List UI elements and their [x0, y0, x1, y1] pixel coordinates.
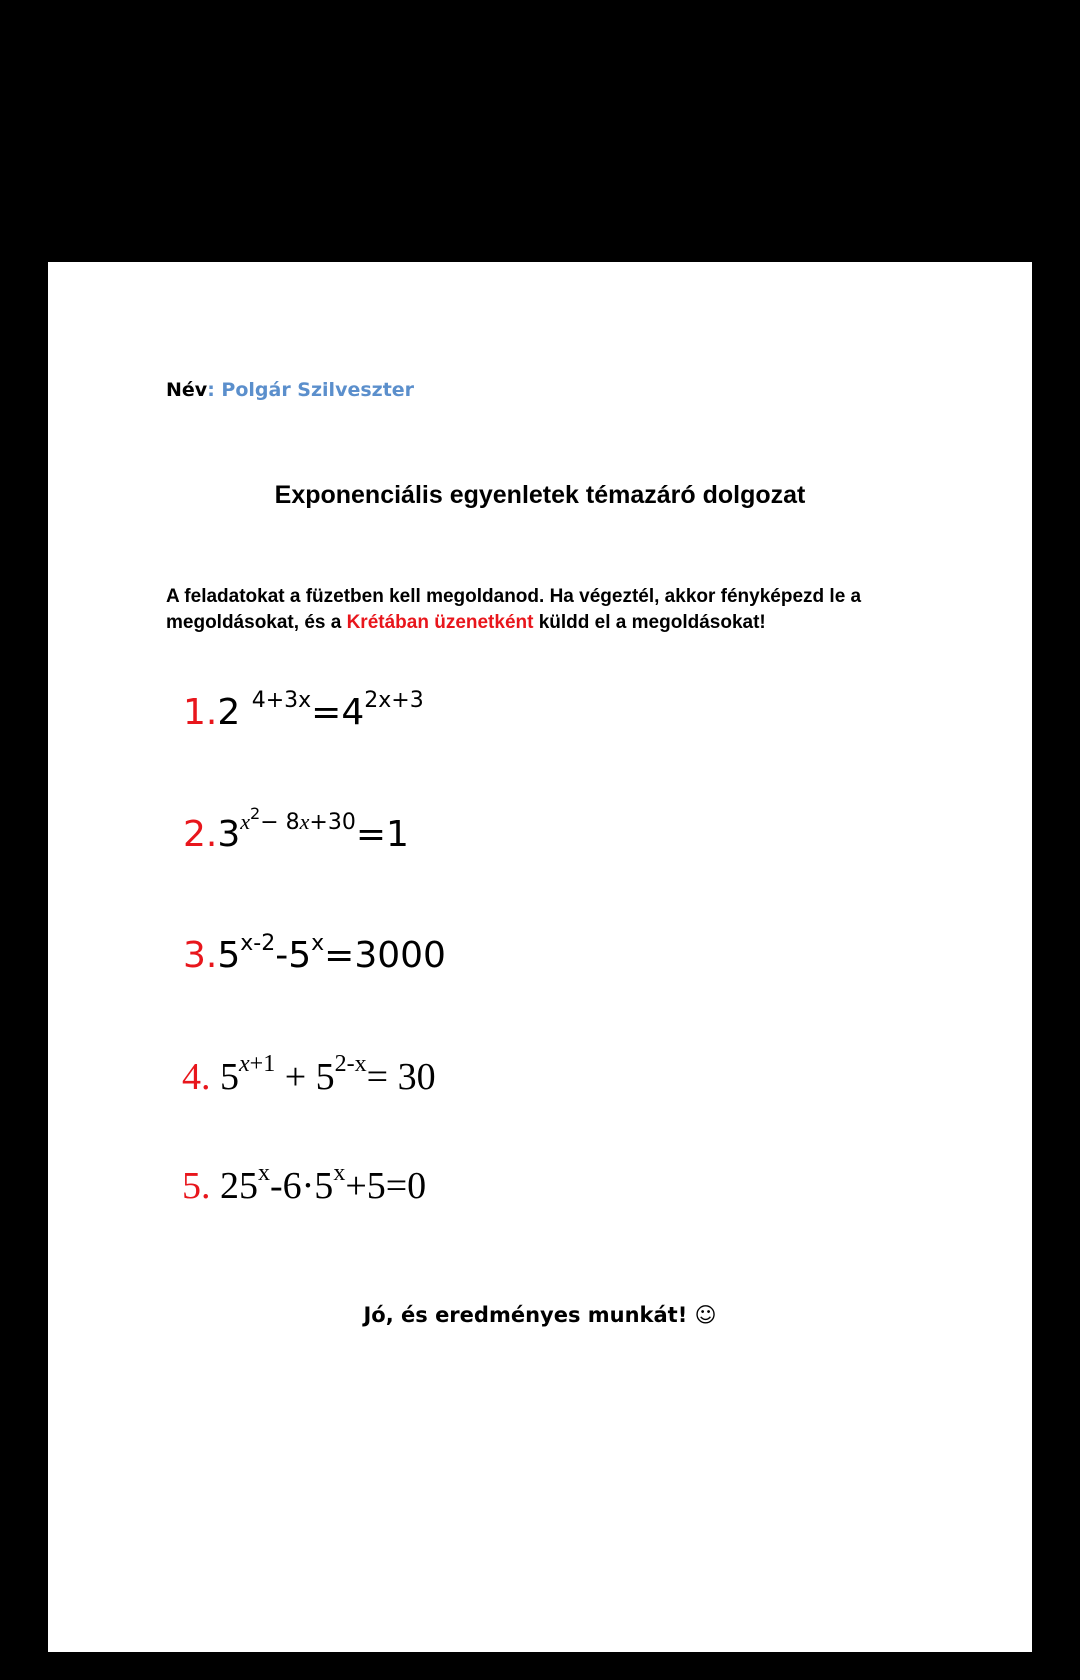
equation-exponent: x — [333, 1160, 346, 1187]
instructions-highlight: Krétában üzenetként — [346, 612, 534, 633]
closing-message: Jó, és eredményes munkát! ☺ — [363, 1303, 717, 1327]
equation-base: 25 — [220, 1165, 258, 1207]
task-number: 5. — [182, 1165, 211, 1207]
equation-exponent: 4+3x — [251, 688, 312, 713]
instructions-line-2 — [166, 610, 861, 636]
equation-rest: =4 — [311, 692, 365, 733]
task-number: 2. — [183, 814, 218, 855]
equation-exponent — [239, 1051, 275, 1077]
task-3 — [183, 931, 446, 976]
equation-exponent: x — [311, 931, 325, 956]
equation-base: 5 — [217, 935, 241, 976]
name-label: Név — [166, 379, 208, 401]
name-separator: : — [207, 379, 222, 401]
document-page — [48, 262, 1032, 1652]
equation-base: 2 — [217, 692, 252, 733]
instructions — [166, 584, 861, 636]
name-line — [166, 379, 414, 401]
task-4 — [182, 1051, 436, 1098]
task-5 — [182, 1160, 427, 1207]
equation-exponent — [240, 803, 356, 835]
instructions-line-1: A feladatokat a füzetben kell megoldanod. Ha végeztél, akkor fényképezd le a — [166, 586, 862, 607]
exp-var: x — [239, 1051, 250, 1078]
task-1 — [183, 688, 424, 733]
equation-base: 5 — [220, 1056, 239, 1098]
exp-term: − 8 — [260, 810, 300, 835]
task-number: 4. — [182, 1056, 211, 1098]
exp-square: 2 — [250, 803, 261, 823]
document-title: Exponenciális egyenletek témazáró dolgozat — [274, 481, 806, 509]
exp-term: +1 — [249, 1051, 276, 1078]
equation-rest: = 30 — [366, 1056, 436, 1098]
equation-mid: + 5 — [275, 1056, 335, 1098]
equation-rest: =1 — [355, 814, 409, 855]
equation-mid: -6·5 — [270, 1165, 334, 1207]
equation-exponent: 2-x — [334, 1051, 367, 1078]
exp-var: x — [299, 809, 310, 834]
equation-rest: +5=0 — [345, 1165, 427, 1207]
equation-exponent: 2x+3 — [364, 688, 424, 713]
equation-exponent: x — [258, 1160, 270, 1187]
task-number: 3. — [183, 935, 218, 976]
task-number: 1. — [183, 692, 218, 733]
instructions-text: megoldásokat, és a — [166, 612, 347, 633]
instructions-text: küldd el a megoldásokat! — [533, 612, 766, 633]
equation-mid: -5 — [275, 935, 312, 976]
student-name: Polgár Szilveszter — [221, 379, 415, 401]
equation-base: 3 — [217, 814, 241, 855]
equation-exponent: x-2 — [240, 931, 276, 956]
equation-rest: =3000 — [324, 935, 446, 976]
exp-term: +30 — [309, 810, 356, 835]
exp-var: x — [240, 809, 251, 834]
task-2 — [183, 803, 409, 855]
